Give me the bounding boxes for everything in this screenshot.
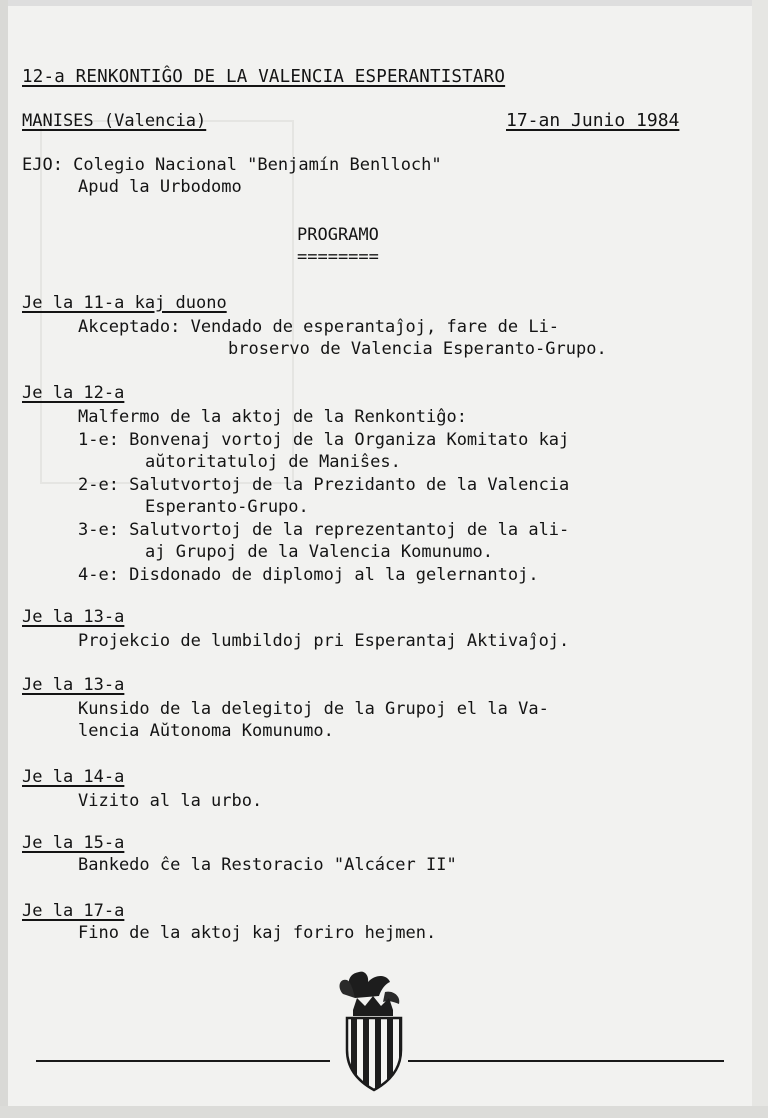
footer-rule-right	[408, 1060, 724, 1062]
scan-edge-left	[0, 0, 8, 1118]
schedule-text: Projekcio de lumbildoj pri Esperantaj Aktivaĵoj.	[78, 631, 570, 651]
programme-heading-underline: ========	[297, 247, 379, 267]
schedule-time: Je la 13-a	[22, 675, 125, 695]
schedule-text: Akceptado: Vendado de esperantaĵoj, fare de Li-	[78, 317, 560, 337]
footer-rule-left	[36, 1060, 330, 1062]
scan-edge-right	[752, 0, 768, 1118]
venue-line-2: Apud la Urbodomo	[78, 177, 242, 197]
schedule-text: 1-e: Bonvenaj vortoj de la Organiza Komitato kaj	[78, 430, 570, 450]
page-title: 12-a RENKONTIĜO DE LA VALENCIA ESPERANTISTARO	[22, 67, 506, 87]
schedule-text: lencia Aŭtonoma Komunumo.	[78, 721, 334, 741]
schedule-time: Je la 17-a	[22, 901, 125, 921]
schedule-text: 4-e: Disdonado de diplomoj al la gelernantoj.	[78, 565, 539, 585]
schedule-text: Esperanto-Grupo.	[145, 497, 309, 517]
schedule-time: Je la 14-a	[22, 767, 125, 787]
schedule-text: broservo de Valencia Esperanto-Grupo.	[228, 339, 607, 359]
schedule-time: Je la 11-a kaj duono	[22, 293, 227, 313]
schedule-time: Je la 12-a	[22, 383, 125, 403]
schedule-text: Malfermo de la aktoj de la Renkontiĝo:	[78, 407, 467, 427]
schedule-text: Fino de la aktoj kaj foriro hejmen.	[78, 923, 437, 943]
schedule-text: 3-e: Salutvortoj de la reprezentantoj de la ali-	[78, 520, 570, 540]
programme-heading: PROGRAMO	[297, 225, 379, 245]
city-label: MANISES (Valencia)	[22, 111, 207, 131]
schedule-text: aj Grupoj de la Valencia Komunumo.	[145, 542, 493, 562]
schedule-text: Bankedo ĉe la Restoracio "Alcácer II"	[78, 855, 457, 875]
scan-edge-top	[0, 0, 768, 6]
venue-line-1: EJO: Colegio Nacional "Benjamín Benlloch"	[22, 155, 442, 175]
schedule-text: aŭtoritatuloj de Maniŝes.	[145, 452, 401, 472]
schedule-text: 2-e: Salutvortoj de la Prezidanto de la Valencia	[78, 475, 570, 495]
schedule-text: Vizito al la urbo.	[78, 791, 263, 811]
scan-edge-bottom	[0, 1106, 768, 1118]
valencia-coat-of-arms-icon	[335, 968, 413, 1092]
event-date: 17-an Junio 1984	[506, 110, 680, 131]
schedule-text: Kunsido de la delegitoj de la Grupoj el la Va-	[78, 699, 549, 719]
schedule-time: Je la 15-a	[22, 833, 125, 853]
schedule-time: Je la 13-a	[22, 607, 125, 627]
